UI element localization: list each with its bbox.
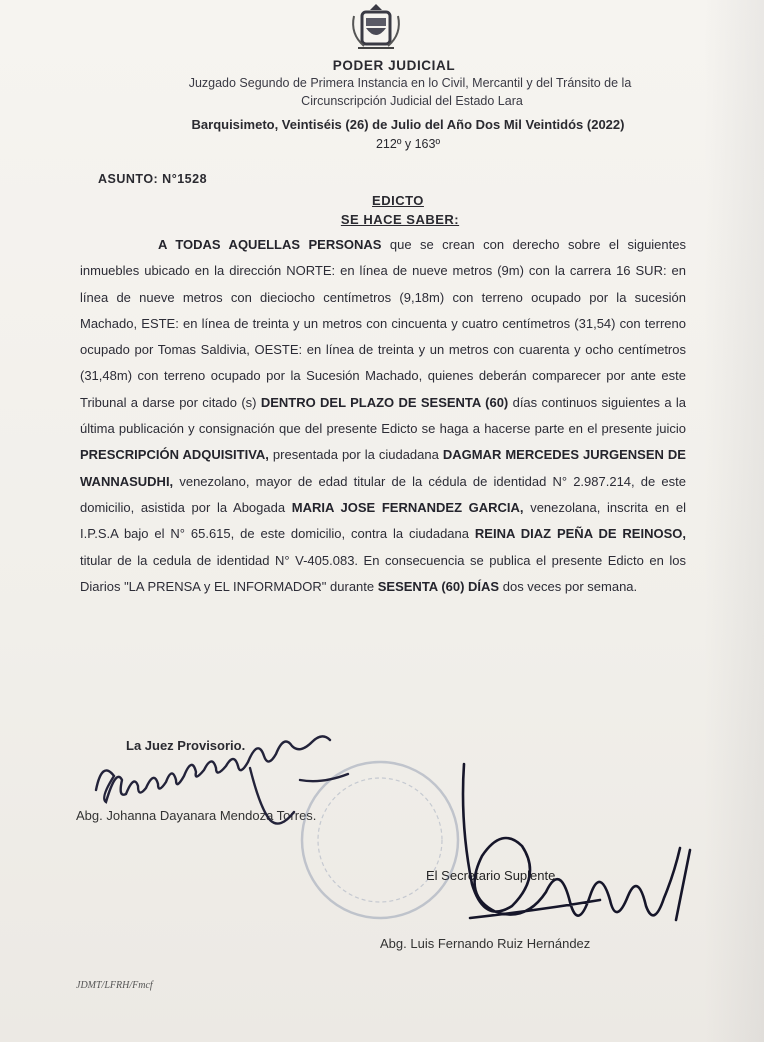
court-stamp-icon bbox=[302, 762, 458, 918]
body-deadline: DENTRO DEL PLAZO DE SESENTA (60) bbox=[260, 394, 509, 410]
body-plaintiff-detail: venezolano, mayor de edad titular de la cédula de identidad N° 2.987.214, de este domicilio, asistida por la Abogada bbox=[80, 473, 686, 515]
body-addressee: A TODAS AQUELLAS PERSONAS bbox=[158, 237, 382, 252]
body-defendant: REINA DIAZ PEÑA DE REINOSO, bbox=[474, 526, 686, 542]
secretary-name: Abg. Luis Fernando Ruiz Hernández bbox=[380, 936, 591, 951]
body-publication: titular de la cedula de identidad N° V-405.083. En consecuencia se publica el presente Edicto en los Diarios "LA PRENSA y EL INFORMADOR" durante bbox=[80, 552, 686, 594]
judge-title: La Juez Provisorio. bbox=[126, 738, 246, 753]
document-title: EDICTO bbox=[372, 193, 424, 208]
body-plaintiff: DAGMAR MERCEDES JURGENSEN DE WANNASUDHI, bbox=[80, 447, 686, 489]
header-jurisdiction: Circunscripción Judicial del Estado Lara bbox=[301, 94, 523, 108]
header-court: Juzgado Segundo de Primera Instancia en lo Civil, Mercantil y del Tránsito de la bbox=[188, 76, 632, 90]
body-attorney: MARIA JOSE FERNANDEZ GARCIA, bbox=[291, 499, 524, 515]
body-frequency: dos veces por semana. bbox=[502, 578, 638, 594]
secretary-title: El Secretario Suplente bbox=[426, 868, 556, 883]
body-attorney-detail: venezolana, inscrita en el I.P.S.A bajo el N° 65.615, de este domicilio, contra la ciudadana bbox=[80, 499, 687, 542]
header-institution: PODER JUDICIAL bbox=[332, 58, 456, 73]
document-subtitle: SE HACE SABER: bbox=[340, 212, 460, 227]
body-property-description: que se crean con derecho sobre el siguientes inmuebles ubicado en la dirección NORTE: en línea de nueve metros (9m) con la carrera 16 SUR: en línea de nueve metros con dieciocho centímetros (9,18m) con terreno ocupado por la sucesión Machado, ESTE: en línea de treinta y un metros con cincuenta y cuatro centímetros (31,54) con terreno ocupado por Tomas Saldivia, OESTE: en línea de treinta y un metros con cuarenta y ocho centímetros (31,48m) con terreno ocupado por la Sucesión Machado, quienes deberán comparecer por ante este Tribunal a darse por citado (s) bbox=[80, 237, 686, 410]
case-number: ASUNTO: N°1528 bbox=[98, 172, 208, 186]
header-date: Barquisimeto, Veintiséis (26) de Julio del Año Dos Mil Veintidós (2022) bbox=[191, 117, 625, 132]
body-publication-period: SESENTA (60) DÍAS bbox=[377, 578, 500, 594]
body-deadline-detail: días continuos siguientes a la última publicación y consignación que del presente Edicto se haga a hacerse parte en el presente juicio bbox=[80, 394, 686, 437]
header-years: 212º y 163º bbox=[375, 137, 441, 151]
judge-signature-icon bbox=[96, 736, 348, 823]
typist-initials: JDMT/LFRH/Fmcf bbox=[76, 980, 153, 991]
secretary-signature-icon bbox=[463, 764, 690, 920]
body-case-type: PRESCRIPCIÓN ADQUISITIVA, bbox=[80, 447, 269, 463]
judge-name: Abg. Johanna Dayanara Mendoza Torres. bbox=[76, 808, 317, 823]
body-filed-by: presentada por la ciudadana bbox=[272, 447, 439, 463]
